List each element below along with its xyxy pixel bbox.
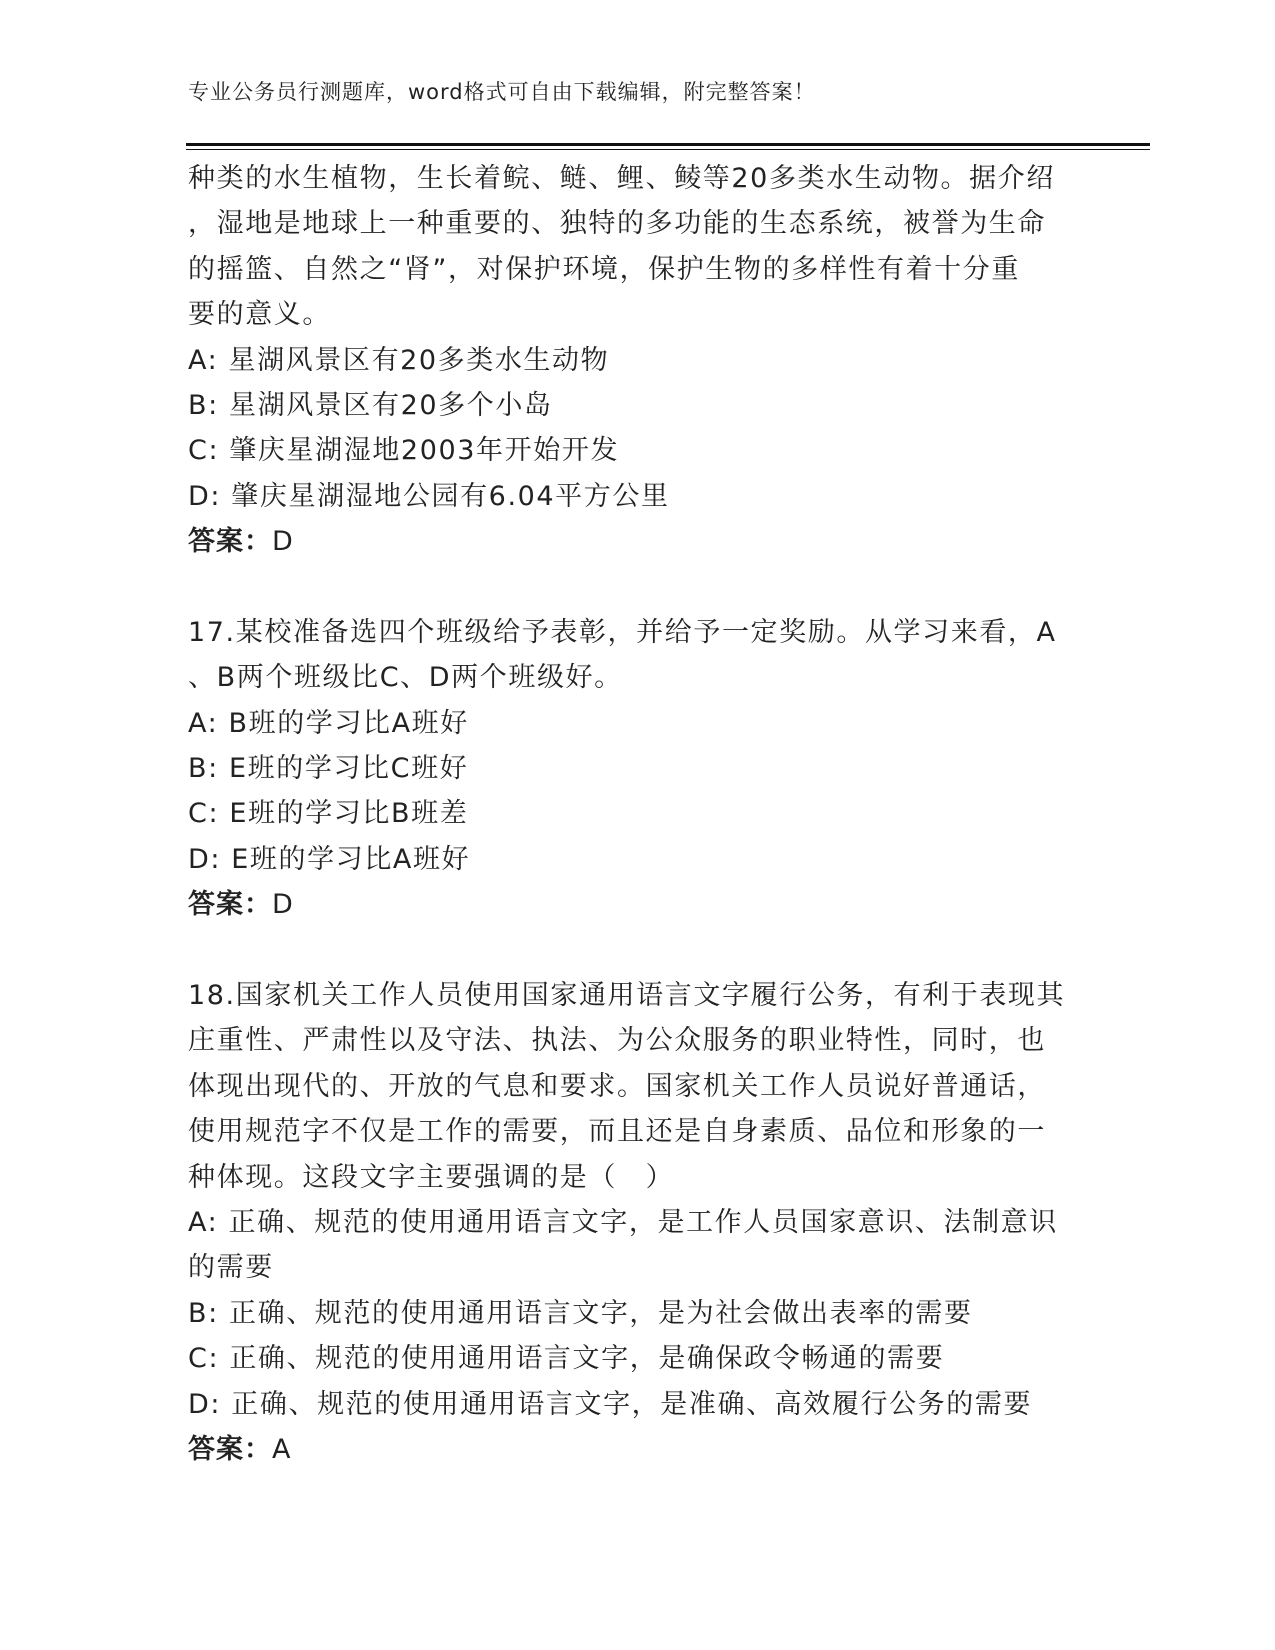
option-d: D: 肇庆星湖湿地公园有6.04平方公里 (188, 480, 670, 512)
spacer (188, 928, 1068, 973)
option-c: C: 正确、规范的使用通用语言文字，是确保政令畅通的需要 (188, 1343, 945, 1375)
question-text-line: 使用规范字不仅是工作的需要，而且还是自身素质、品位和形象的一 (188, 1116, 1046, 1148)
option-d: D: 正确、规范的使用通用语言文字，是准确、高效履行公务的需要 (188, 1388, 1033, 1420)
answer-label: 答案： (188, 1433, 272, 1465)
question-17 (188, 610, 1068, 928)
question-text-line: 庄重性、严肃性以及守法、执法、为公众服务的职业特性，同时，也 (188, 1025, 1046, 1057)
document-body (188, 156, 1068, 1472)
question-text-line: 种体现。这段文字主要强调的是（ ） (188, 1161, 675, 1193)
answer-value: D (272, 889, 293, 921)
answer-label: 答案： (188, 889, 272, 921)
option-d: D: E班的学习比A班好 (188, 843, 471, 875)
question-text-line: 体现出现代的、开放的气息和要求。国家机关工作人员说好普通话， (188, 1070, 1046, 1102)
answer-line (188, 519, 1068, 564)
answer-value: D (272, 526, 293, 558)
question-text-line: 要的意义。 (188, 299, 331, 331)
option-a: A: 星湖风景区有20多类水生动物 (188, 344, 610, 376)
answer-line (188, 882, 1068, 927)
question-text-line: 17.某校准备选四个班级给予表彰，并给予一定奖励。从学习来看，A (188, 616, 1057, 648)
option-b: B: E班的学习比C班好 (188, 753, 469, 785)
question-text-line: 18.国家机关工作人员使用国家通用语言文字履行公务，有利于表现其 (188, 980, 1066, 1012)
option-a: A: 正确、规范的使用通用语言文字，是工作人员国家意识、法制意识 (188, 1206, 1058, 1238)
question-text-line: ，湿地是地球上一种重要的、独特的多功能的生态系统，被誉为生命 (188, 208, 1046, 240)
question-text-line: 、B两个班级比C、D两个班级好。 (188, 662, 623, 694)
option-a: A: B班的学习比A班好 (188, 707, 469, 739)
option-c: C: E班的学习比B班差 (188, 798, 469, 830)
question-18 (188, 973, 1068, 1472)
question-text-line: 种类的水生植物，生长着鲩、鲢、鲤、鲮等20多类水生动物。据介绍 (188, 163, 1055, 194)
question-text-line: 的摇篮、自然之“肾”，对保护环境，保护生物的多样性有着十分重 (188, 253, 1020, 285)
spacer (188, 565, 1068, 610)
answer-line (188, 1427, 1068, 1472)
page-header: 专业公务员行测题库，word格式可自由下载编辑，附完整答案！ (188, 80, 816, 104)
option-c: C: 肇庆星湖湿地2003年开始开发 (188, 435, 620, 467)
question-16 (188, 156, 1068, 565)
option-a-continued: 的需要 (188, 1252, 274, 1284)
header-rule-thick (186, 143, 1150, 146)
option-b: B: 星湖风景区有20多个小岛 (188, 389, 553, 421)
answer-label: 答案： (188, 526, 272, 558)
header-rule-thin (186, 149, 1150, 150)
answer-value: A (272, 1433, 291, 1465)
option-b: B: 正确、规范的使用通用语言文字，是为社会做出表率的需要 (188, 1297, 973, 1329)
